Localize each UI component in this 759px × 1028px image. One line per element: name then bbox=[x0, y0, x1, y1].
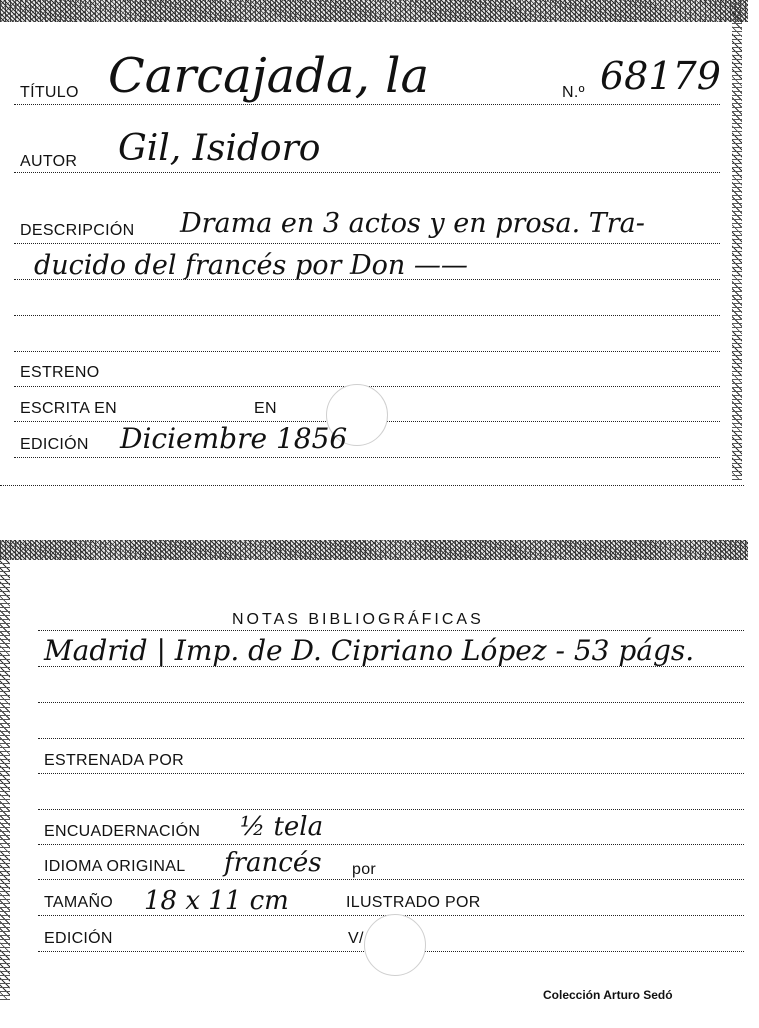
bottom-card-edge-texture bbox=[0, 540, 748, 560]
notas-label: NOTAS BIBLIOGRÁFICAS bbox=[232, 611, 484, 628]
edicion-line bbox=[14, 457, 720, 458]
estreno-label: ESTRENO bbox=[20, 364, 100, 381]
idioma-original-value: francés bbox=[224, 848, 322, 878]
bottom-card bbox=[0, 530, 759, 1028]
edicion-label: EDICIÓN bbox=[20, 436, 89, 453]
titulo-line bbox=[14, 104, 720, 105]
idioma-original-label: IDIOMA ORIGINAL bbox=[44, 858, 186, 875]
estrenada-por-line bbox=[38, 773, 744, 774]
edicion-bottom-label: EDICIÓN bbox=[44, 930, 113, 947]
por-label: por bbox=[352, 861, 377, 878]
estrenada-por-label: ESTRENADA POR bbox=[44, 752, 184, 769]
autor-line bbox=[14, 172, 720, 173]
en-label: EN bbox=[254, 400, 277, 417]
escrita-en-label: ESCRITA EN bbox=[20, 400, 117, 417]
bottom-card-left-edge bbox=[0, 560, 10, 1000]
encuadernacion-line bbox=[38, 844, 744, 845]
descripcion-line-3 bbox=[14, 315, 720, 316]
notas-line-4 bbox=[38, 738, 744, 739]
titulo-value: Carcajada, la bbox=[108, 48, 430, 104]
notas-line-3 bbox=[38, 702, 744, 703]
descripcion-value-line1: Drama en 3 actos y en prosa. Tra- bbox=[180, 208, 645, 239]
top-card bbox=[0, 0, 759, 500]
punch-hole-bottom bbox=[364, 914, 426, 976]
top-card-right-edge bbox=[732, 0, 742, 480]
numero-value: 68179 bbox=[600, 54, 721, 98]
blank-line bbox=[38, 809, 744, 810]
idioma-original-line bbox=[38, 879, 744, 880]
autor-label: AUTOR bbox=[20, 153, 78, 170]
notas-line-1 bbox=[38, 630, 744, 631]
encuadernacion-value: ½ tela bbox=[240, 812, 324, 842]
tamano-label: TAMAÑO bbox=[44, 894, 114, 911]
descripcion-line-2 bbox=[14, 279, 720, 280]
tamano-value: 18 x 11 cm bbox=[144, 886, 289, 916]
edicion-value: Diciembre 1856 bbox=[120, 422, 348, 455]
titulo-label: TÍTULO bbox=[20, 84, 79, 101]
top-card-edge-texture bbox=[0, 0, 748, 22]
encuadernacion-label: ENCUADERNACIÓN bbox=[44, 823, 201, 840]
notas-value: Madrid | Imp. de D. Cipriano López - 53 págs. bbox=[44, 634, 695, 667]
top-card-bottom-edge bbox=[0, 485, 744, 486]
notas-line-2 bbox=[38, 666, 744, 667]
descripcion-line-4 bbox=[14, 351, 720, 352]
numero-label: N.º bbox=[562, 84, 585, 101]
descripcion-value-line2: ducido del francés por Don —— bbox=[34, 250, 468, 281]
descripcion-line-1 bbox=[14, 243, 720, 244]
ilustrado-por-label: ILUSTRADO POR bbox=[346, 894, 481, 911]
autor-value: Gil, Isidoro bbox=[118, 128, 321, 169]
v-label: V/ bbox=[348, 930, 364, 947]
descripcion-label: DESCRIPCIÓN bbox=[20, 222, 135, 239]
coleccion-credit: Colección Arturo Sedó bbox=[543, 988, 673, 1002]
